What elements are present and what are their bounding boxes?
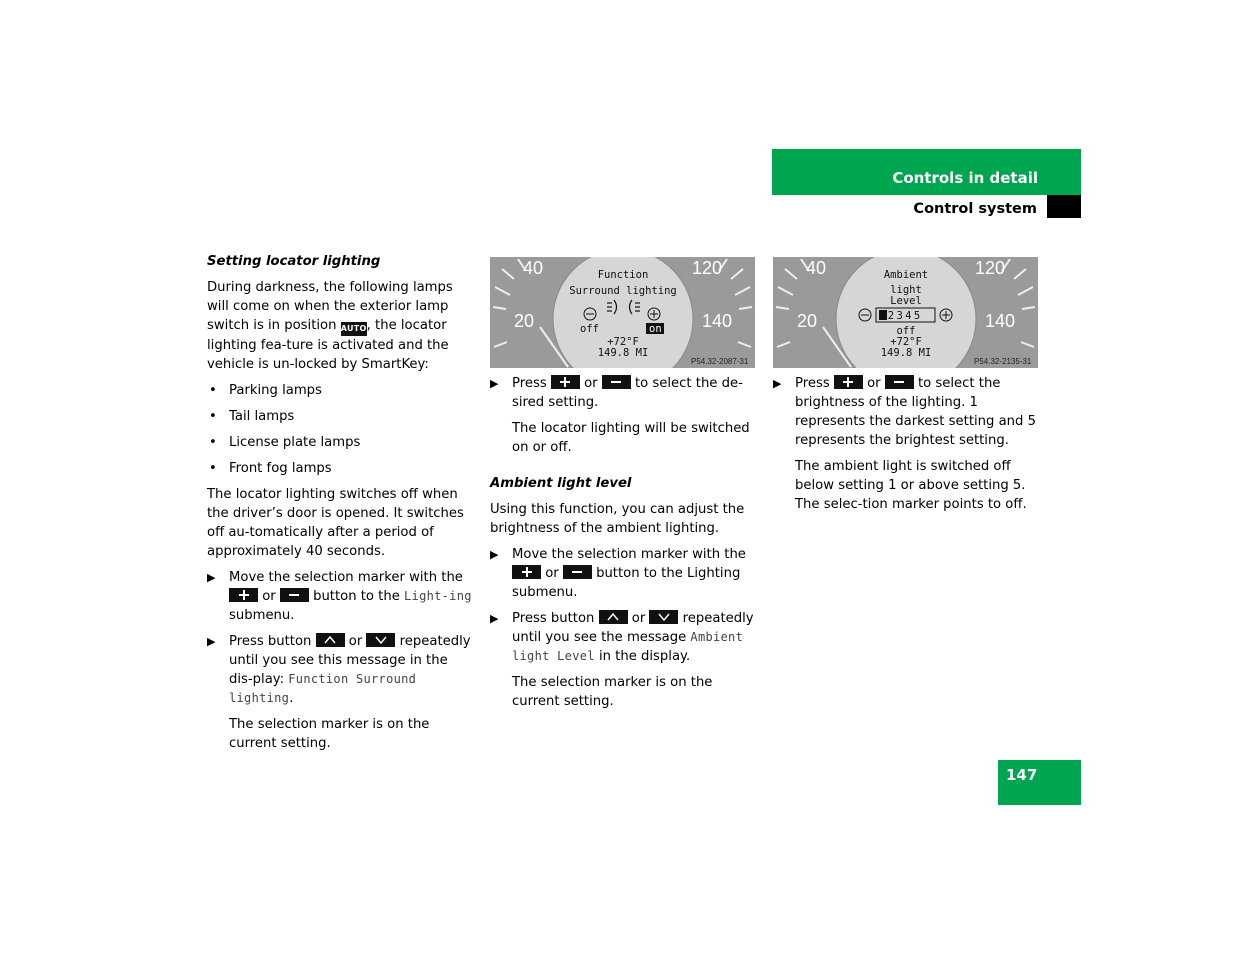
display-line: Ambient: [883, 269, 929, 281]
instrument-cluster-image-ambient: [773, 257, 1038, 368]
step-text: repeatedly until you see this message in the dis-play:: [229, 634, 471, 687]
step-text: Press: [512, 376, 551, 391]
auto-switch-icon: AUTO: [341, 322, 367, 336]
dial-label: 20: [514, 311, 535, 331]
intro-text-b: , the locator lighting fea-ture is activated and the vehicle is un-locked by SmartKey:: [207, 318, 449, 372]
page-number-tab: [998, 760, 1081, 805]
step-select-setting: [490, 374, 755, 412]
down-arrow-button-icon: [366, 633, 395, 647]
display-message-text: Function Surround lighting: [229, 672, 417, 705]
image-reference-code: P54.32-2135-31: [974, 357, 1032, 366]
step-arrow-icon: ▶: [207, 635, 216, 648]
dial-label: 40: [523, 258, 544, 278]
step-move-marker: [207, 568, 472, 625]
option-off: off: [580, 323, 599, 335]
section-title: Controls in detail: [892, 169, 1038, 187]
step-arrow-icon: ▶: [207, 571, 216, 584]
step-text: Press button: [229, 634, 316, 649]
step-text: or: [258, 589, 280, 604]
image-reference-code: P54.32-2087-31: [691, 357, 749, 366]
subsection-marker: [1047, 195, 1081, 218]
display-line: Function: [597, 269, 649, 281]
temperature-readout: +72°F: [890, 336, 922, 348]
result-text: The selection marker is on the current setting.: [512, 675, 713, 709]
display-line: Level: [890, 295, 922, 307]
list-item: • Front fog lamps: [207, 459, 472, 478]
up-arrow-button-icon: [316, 633, 345, 647]
step-text: button to the Lighting submenu.: [512, 566, 741, 600]
step-text: repeatedly until you see the message: [512, 611, 754, 645]
temperature-readout: +72°F: [607, 336, 639, 348]
odometer-readout: 149.8 MI: [880, 347, 932, 359]
step-text: Press button: [512, 611, 599, 626]
step-text: .: [289, 691, 294, 706]
step-text: in the display.: [594, 649, 691, 664]
step-text: Move the selection marker with the: [229, 570, 463, 585]
step-text: or: [344, 634, 367, 649]
plus-button-icon: [834, 375, 863, 389]
result-text: The ambient light is switched off below setting 1 or above setting 5. The selec-tion marker points to off.: [795, 459, 1027, 512]
list-item: • Parking lamps: [207, 381, 472, 400]
step-text: or: [862, 376, 885, 391]
minus-button-icon: [563, 565, 592, 579]
list-item: • License plate lamps: [207, 433, 472, 452]
option-off: off: [896, 325, 916, 337]
column-2: [490, 252, 755, 718]
intro-paragraph: [207, 278, 472, 374]
step-press-button: [207, 632, 472, 708]
dial-label: 140: [985, 311, 1016, 331]
brightness-levels: 12345: [879, 310, 923, 322]
step-text: or: [541, 566, 563, 581]
up-arrow-button-icon: [599, 610, 628, 624]
heading-ambient-light-level: Ambient light level: [490, 476, 632, 491]
list-item: • Tail lamps: [207, 407, 472, 426]
result-text: The selection marker is on the current setting.: [229, 717, 430, 751]
step-text: or: [579, 376, 602, 391]
step-text: or: [627, 611, 650, 626]
minus-button-icon: [885, 375, 914, 389]
switch-off-paragraph: The locator lighting switches off when the driver’s door is opened. It switches off au-tomatically after a period of approximately 40 seconds.: [207, 487, 464, 559]
ambient-intro: Using this function, you can adjust the brightness of the ambient lighting.: [490, 502, 745, 536]
step-move-marker: [490, 545, 755, 602]
step-text: to select the brightness of the lighting. 1 represents the darkest setting and 5 represents the brightest setting.: [795, 376, 1036, 448]
step-text: Move the selection marker with the: [512, 547, 746, 562]
column-3: [773, 252, 1038, 521]
dial-label: 20: [797, 311, 818, 331]
step-text: to select the de-sired setting.: [512, 376, 743, 410]
step-arrow-icon: ▶: [490, 612, 499, 625]
step-arrow-icon: ▶: [773, 377, 782, 390]
option-on-selected: on: [649, 323, 662, 335]
dial-label: 120: [692, 258, 723, 278]
step-text: button to the: [308, 589, 405, 604]
subsection-title: Control system: [913, 201, 1037, 217]
display-message-text: Light-ing: [404, 589, 472, 603]
result-text: The locator lighting will be switched on or off.: [512, 421, 750, 455]
plus-button-icon: [512, 565, 541, 579]
dial-label: 40: [806, 258, 827, 278]
display-message-text: Ambient light Level: [512, 630, 744, 663]
dial-label: 140: [702, 311, 733, 331]
section-header-bar: [772, 149, 1081, 195]
intro-text-a: During darkness, the following lamps will come on when the exterior lamp switch is in position: [207, 280, 453, 333]
down-arrow-button-icon: [649, 610, 678, 624]
column-1: [207, 252, 472, 760]
minus-button-icon: [602, 375, 631, 389]
step-text: Press: [795, 376, 834, 391]
step-arrow-icon: ▶: [490, 377, 499, 390]
minus-button-icon: [280, 588, 309, 602]
plus-button-icon: [551, 375, 580, 389]
display-line: light: [890, 284, 922, 296]
step-press-button: [490, 609, 755, 666]
instrument-cluster-image-surround: [490, 257, 755, 368]
plus-button-icon: [229, 588, 258, 602]
heading-locator-lighting: Setting locator lighting: [207, 254, 381, 269]
display-line: Surround lighting: [569, 285, 677, 297]
step-select-brightness: [773, 374, 1038, 450]
dial-label: 120: [975, 258, 1006, 278]
step-text: submenu.: [229, 608, 295, 623]
page-number: 147: [1006, 766, 1038, 784]
step-arrow-icon: ▶: [490, 548, 499, 561]
odometer-readout: 149.8 MI: [597, 347, 649, 359]
